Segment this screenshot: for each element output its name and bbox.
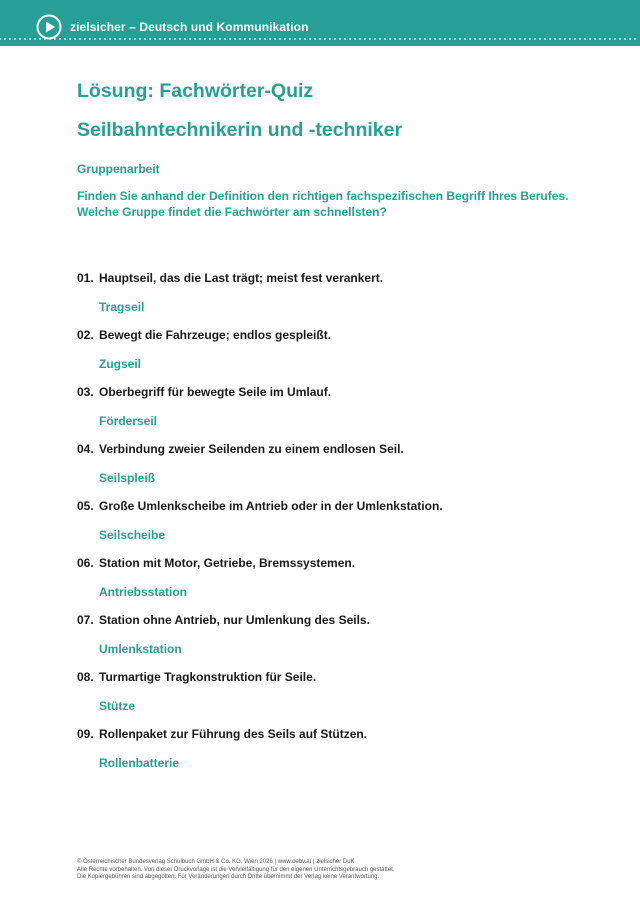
answer-text: Förderseil	[99, 414, 158, 428]
question-number: 05.	[77, 499, 94, 513]
answer-text: Seilspleiß	[99, 471, 156, 485]
instruction-line: Finden Sie anhand der Definition den richtigen fachspezifischen Begriff Ihres Berufes.	[77, 189, 569, 203]
question-number: 07.	[77, 613, 94, 627]
question-number: 02.	[77, 328, 94, 342]
question-text: Rollenpaket zur Führung des Seils auf Stützen.	[99, 727, 368, 741]
quiz-item	[77, 384, 597, 441]
group-label: Gruppenarbeit	[77, 162, 160, 176]
question-number: 08.	[77, 670, 94, 684]
question-text: Große Umlenkscheibe im Antrieb oder in der Umlenkstation.	[99, 499, 443, 513]
page-title: Lösung: Fachwörter-Quiz	[77, 80, 314, 102]
question-text: Bewegt die Fahrzeuge; endlos gespleißt.	[99, 328, 332, 342]
question-number: 09.	[77, 727, 94, 741]
page-subtitle: Seilbahntechnikerin und -techniker	[77, 119, 403, 141]
answer-text: Stütze	[99, 699, 135, 713]
quiz-list	[77, 270, 597, 783]
question-number: 04.	[77, 442, 94, 456]
footer-line: © Österreichischer Bundesverlag Schulbuch GmbH & Co. KG, Wien 2026 | www.oebv.at | zielsicher DuK	[77, 859, 355, 865]
footer-line: Alle Rechte vorbehalten. Von dieser Druckvorlage ist die Vervielfältigung für den eigenen Unterrichtsgebrauch gestattet.	[77, 866, 395, 873]
question-text: Verbindung zweier Seilenden zu einem endlosen Seil.	[99, 442, 404, 456]
quiz-item	[77, 726, 597, 783]
quiz-item	[77, 498, 597, 555]
quiz-item	[77, 669, 597, 726]
quiz-item	[77, 555, 597, 612]
answer-text: Zugseil	[99, 357, 142, 371]
quiz-item	[77, 327, 597, 384]
question-number: 03.	[77, 385, 94, 399]
question-text: Turmartige Tragkonstruktion für Seile.	[99, 670, 317, 684]
question-text: Station mit Motor, Getriebe, Bremssystemen.	[99, 556, 356, 570]
quiz-item	[77, 441, 597, 498]
instructions	[77, 188, 597, 220]
answer-text: Tragseil	[99, 300, 145, 314]
answer-text: Umlenkstation	[99, 642, 182, 656]
header-band	[0, 0, 640, 46]
question-number: 01.	[77, 271, 94, 285]
footer-copyright	[77, 859, 395, 882]
answer-text: Seilscheibe	[99, 528, 166, 542]
answer-text: Antriebsstation	[99, 585, 188, 599]
quiz-item	[77, 270, 597, 327]
answer-text: Rollenbatterie	[99, 756, 180, 770]
question-text: Station ohne Antrieb, nur Umlenkung des Seils.	[99, 613, 370, 627]
question-number: 06.	[77, 556, 94, 570]
question-text: Hauptseil, das die Last trägt; meist fest verankert.	[99, 271, 384, 285]
instruction-line: Welche Gruppe findet die Fachwörter am schnellsten?	[77, 205, 387, 219]
dotted-edge	[0, 36, 640, 48]
brand-text: zielsicher – Deutsch und Kommunikation	[70, 20, 309, 34]
quiz-item	[77, 612, 597, 669]
question-text: Oberbegriff für bewegte Seile im Umlauf.	[99, 385, 332, 399]
footer-line: Die Kopiergebühren sind abgegolten. Für Veränderungen durch Dritte übernimmt der Verlag keine Verantwortung.	[77, 874, 380, 880]
